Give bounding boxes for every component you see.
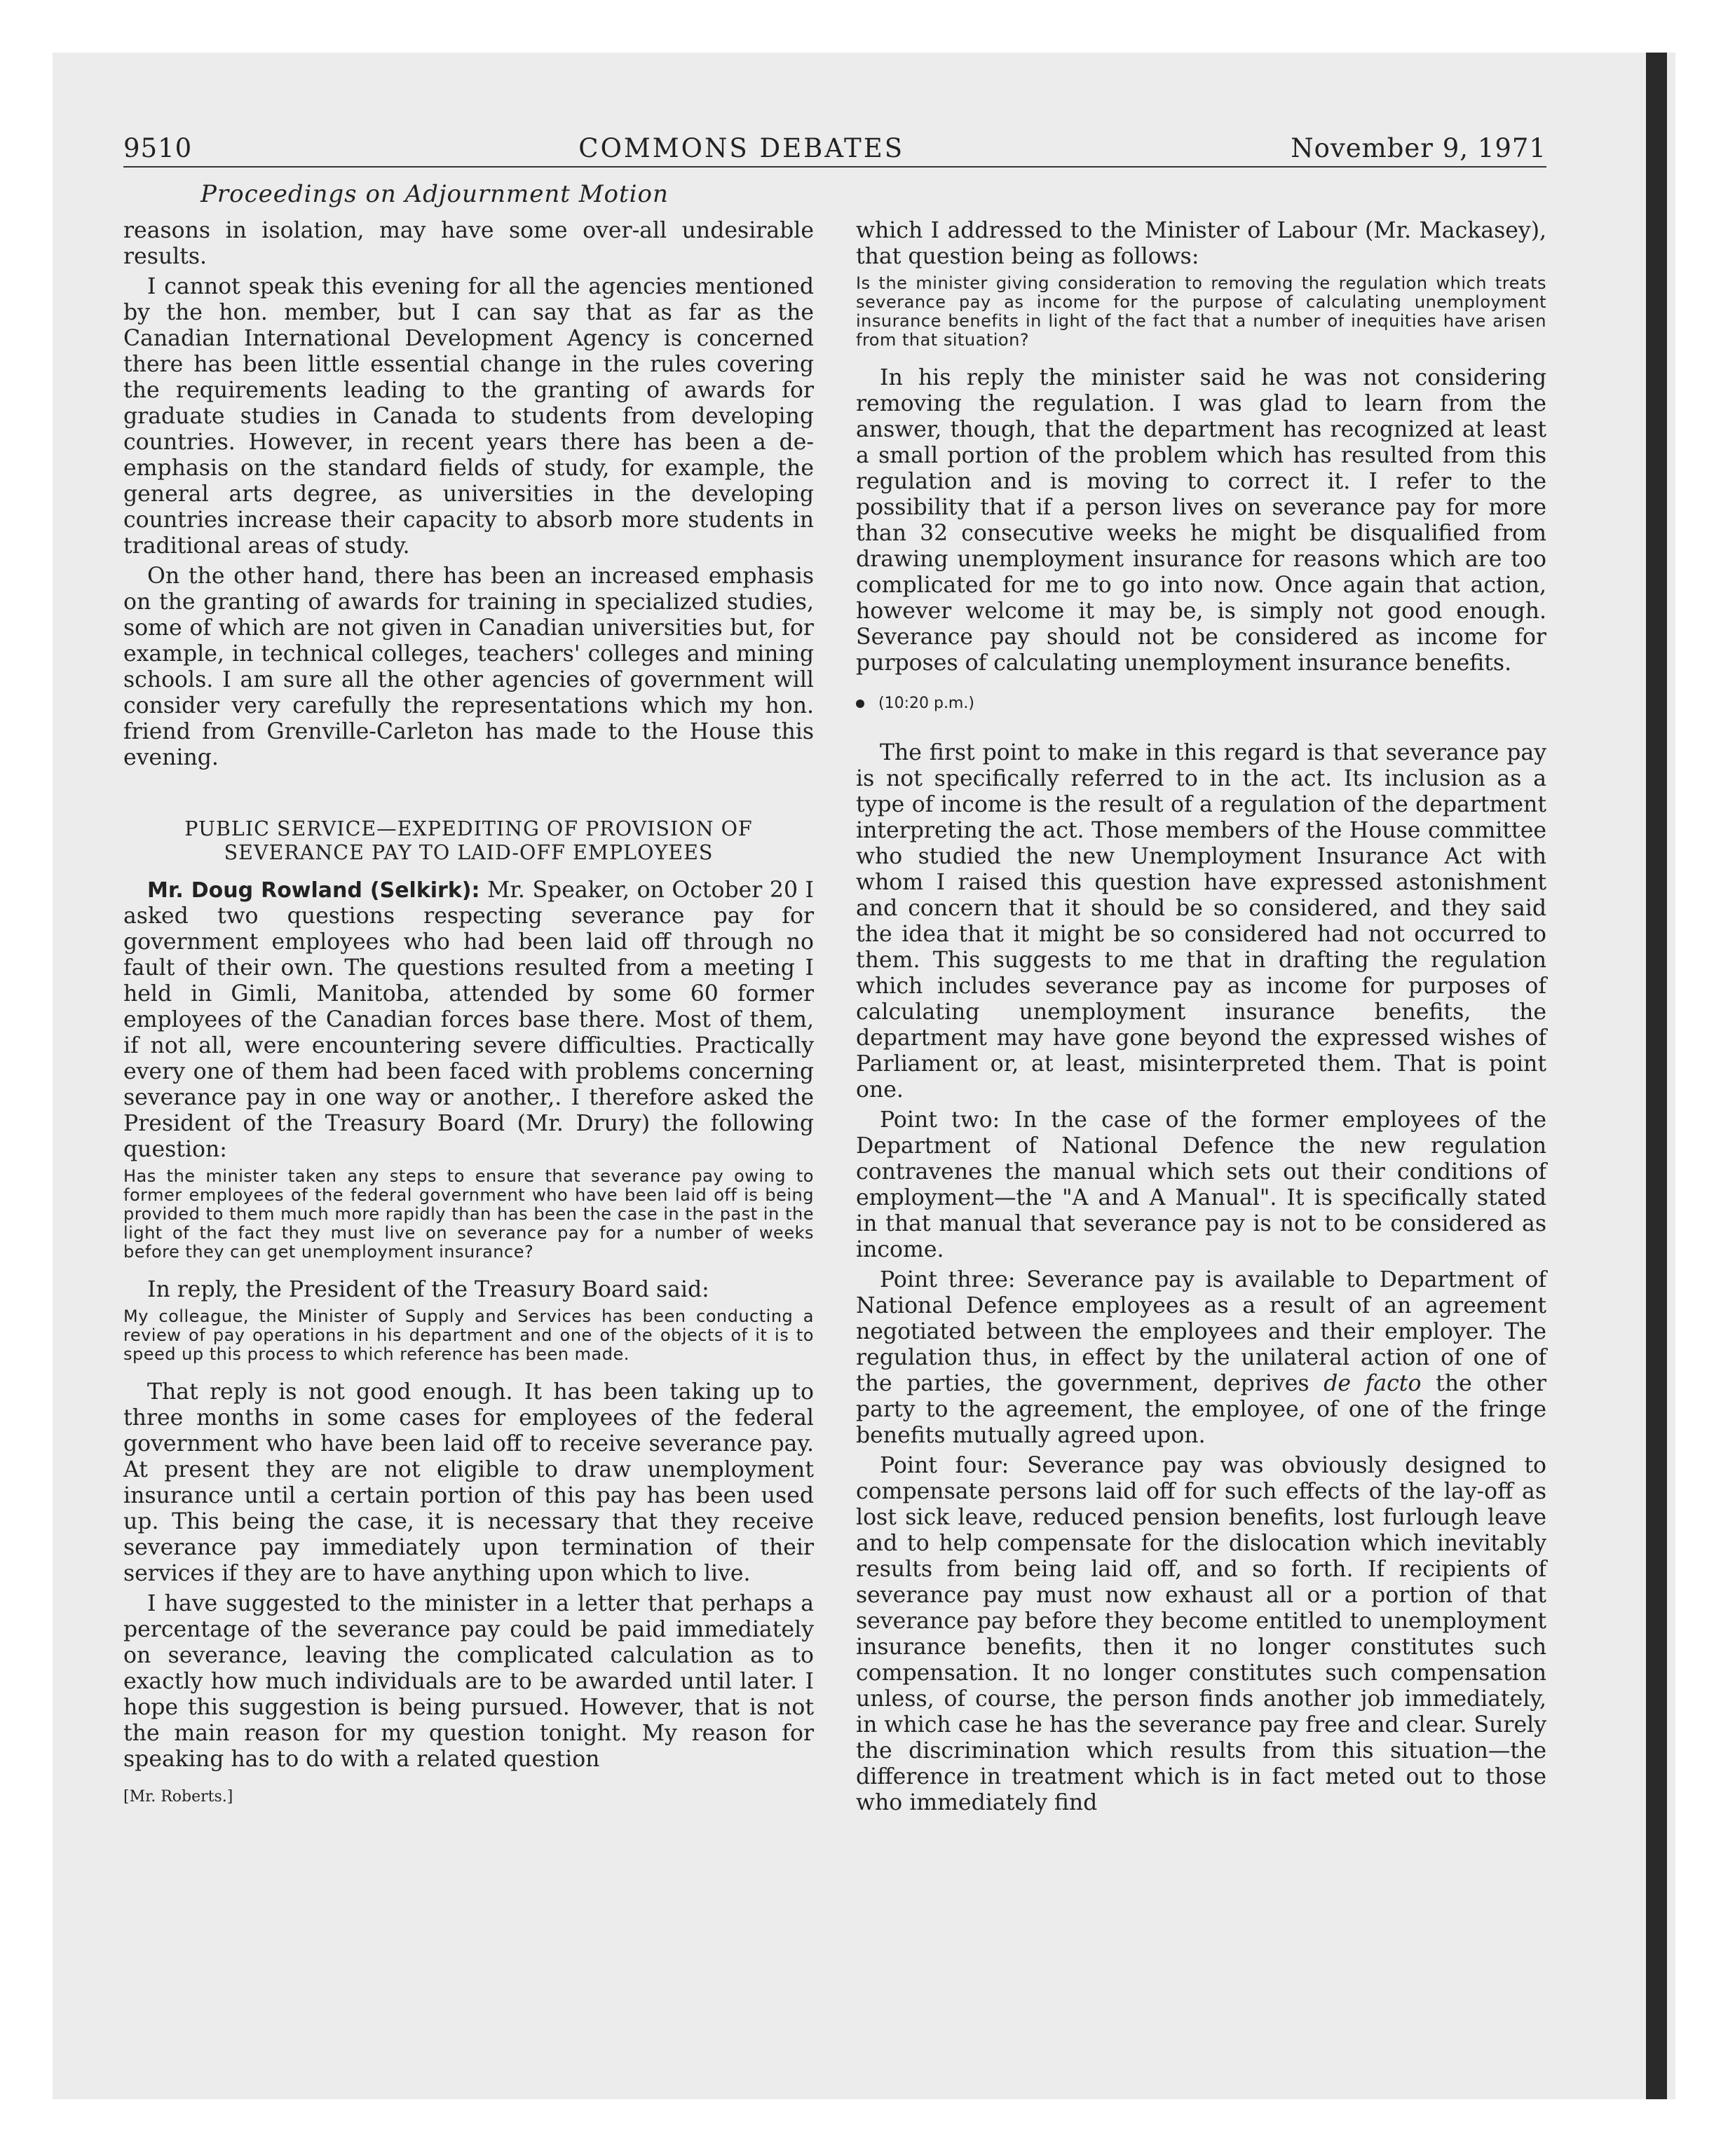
paragraph: In reply, the President of the Treasury Board said:	[147, 1277, 709, 1302]
section-title-line: SEVERANCE PAY TO LAID-OFF EMPLOYEES	[224, 841, 714, 864]
document-page	[123, 133, 1546, 1820]
paragraph: which I addressed to the Minister of Labour (Mr. Mackasey), that question being as follows:	[856, 218, 1546, 269]
timestamp	[856, 695, 1546, 712]
paragraph: Point two: In the case of the former employees of the Department of National Defence the new regulation contravenes the manual which sets out their conditions of employment—the "A and A Manual". It is specifically stated in that manual that severance pay is not to be considered as income.	[856, 1107, 1546, 1262]
section-title-line: PUBLIC SERVICE—EXPEDITING OF PROVISION OF	[184, 817, 753, 840]
publication-title: COMMONS DEBATES	[578, 133, 905, 163]
paragraph: The first point to make in this regard is that severance pay is not specifically referred to in the act. Its inclusion as a type of income is the result of a regulation of the department interpreting the act. Those members of the House committee who studied the new Unemployment Insurance Act with whom I raised this question have expressed astonishment and concern that it should be so considered, and they said the idea that it might be so considered had not occurred to them. This suggests to me that in drafting the regulation which includes severance pay as income for purposes of calculating unemployment insurance benefits, the department may have gone beyond the expressed wishes of Parliament or, at least, misinterpreted them. That is point one.	[856, 740, 1546, 1103]
speaker-text: Mr. Speaker, on October 20 I asked two questions respecting severance pay for government employees who had been laid off through no fault of their own. The questions resulted from a meeting I held in Gimli, Manitoba, attended by some 60 former employees of the Canadian forces base there. Most of them, if not all, were encountering severe difficulties. Practically every one of them had been faced with problems concerning severance pay in one way or another,. I therefore asked the President of the Treasury Board (Mr. Drury) the following question:	[123, 878, 814, 1162]
italic-phrase: de facto	[1324, 1371, 1422, 1396]
paragraph: I cannot speak this evening for all the agencies mentioned by the hon. member, but I can say that as far as the Canadian International Development Agency is concerned there has been little essential change in the rules covering the requirements leading to the granting of awards for graduate studies in Canada to students from developing countries. However, in recent years there has been a de-emphasis on the standard fields of study, for example, the general arts degree, as universities in the developing countries increase their capacity to absorb more students in traditional areas of study.	[123, 274, 814, 559]
quoted-question: Has the minister taken any steps to ensure that severance pay owing to former employees of the federal government who have been laid off is being provided to them much more rapidly than has been the case in the past in the light of the fact they must live on severance pay for a number of weeks before they can get unemployment insurance?	[123, 1166, 814, 1262]
paragraph: That reply is not good enough. It has been taking up to three months in some cases for employees of the federal government who have been laid off to receive severance pay. At present they are not eligible to draw unemployment insurance until a certain portion of this pay has been used up. This being the case, it is necessary that they receive severance pay immediately upon termination of their services if they are to have anything upon which to live.	[123, 1379, 814, 1586]
paragraph	[856, 1267, 1546, 1449]
paragraph: In his reply the minister said he was not considering removing the regulation. I was glad to learn from the answer, though, that the department has recognized at least a small portion of the problem which has resulted from this regulation and is moving to correct it. I refer to the possibility that if a person lives on severance pay for more than 32 consecutive weeks he might be disqualified from drawing unemployment insurance for reasons which are too complicated for me to go into now. Once again that action, however welcome it may be, is simply not good enough. Severance pay should not be considered as income for purposes of calculating unemployment insurance benefits.	[856, 365, 1546, 676]
paragraph: On the other hand, there has been an increased emphasis on the granting of awards for training in specialized studies, some of which are not given in Canadian universities but, for example, in technical colleges, teachers' colleges and mining schools. I am sure all the other agencies of government will consider very carefully the representations which my hon. friend from Grenville-Carleton has made to the House this evening.	[123, 564, 814, 770]
publication-date: November 9, 1971	[1291, 133, 1546, 163]
bullet-icon	[856, 700, 864, 708]
speaker-paragraph	[123, 878, 814, 1163]
right-column	[856, 218, 1546, 1820]
section-title	[123, 817, 814, 865]
two-column-body	[123, 218, 1546, 1820]
timestamp-text: (10:20 p.m.)	[878, 695, 974, 712]
paragraph-text: Point three: Severance pay is available to Department of National Defence employees as a result of an agreement negotiated between the employees and their employer. The regulation thus, in effect by the unilateral action of one of the parties, the government, deprives	[856, 1267, 1546, 1396]
paragraph: I have suggested to the minister in a letter that perhaps a percentage of the severance pay could be paid immediately on severance, leaving the complicated calculation as to exactly how much individuals are to be awarded until later. I hope this suggestion is being pursued. However, that is not the main reason for my question tonight. My reason for speaking has to do with a related question	[123, 1591, 814, 1772]
scan-edge-bar	[1646, 53, 1667, 2099]
quoted-question: Is the minister giving consideration to removing the regulation which treats severance pay as income for the purpose of calculating unemployment insurance benefits in light of the fact that a number of inequities have arisen from that situation?	[856, 273, 1546, 350]
quoted-reply: My colleague, the Minister of Supply and Services has been conducting a review of pay operations in his department and one of the objects of it is to speed up this process to which reference has been made.	[123, 1306, 814, 1364]
section-subheading: Proceedings on Adjournment Motion	[200, 180, 669, 208]
page-header	[123, 133, 1546, 168]
paragraph: Point four: Severance pay was obviously designed to compensate persons laid off for such effects of the lay-off as lost sick leave, reduced pension benefits, lost furlough leave and to help compensate for the dislocation which inevitably results from being laid off, and so forth. If recipients of severance pay must now exhaust all or a portion of that severance pay before they become entitled to unemployment insurance benefits, then it no longer constitutes such compensation. It no longer constitutes such compensation unless, of course, the person finds another job immediately, in which case he has the severance pay free and clear. Surely the discrimination which results from this situation—the difference in treatment which is in fact meted out to those who immediately find	[856, 1453, 1546, 1815]
paragraph: reasons in isolation, may have some over-all undesirable results.	[123, 218, 814, 269]
paragraph-text: the other party to the agreement, the employee, of one of the fringe benefits mutually agreed upon.	[856, 1371, 1547, 1448]
speaker-name: Mr. Doug Rowland (Selkirk):	[147, 878, 480, 903]
speaker-footnote: [Mr. Roberts.]	[123, 1788, 233, 1806]
left-column	[123, 218, 814, 1820]
page-number: 9510	[123, 133, 193, 163]
